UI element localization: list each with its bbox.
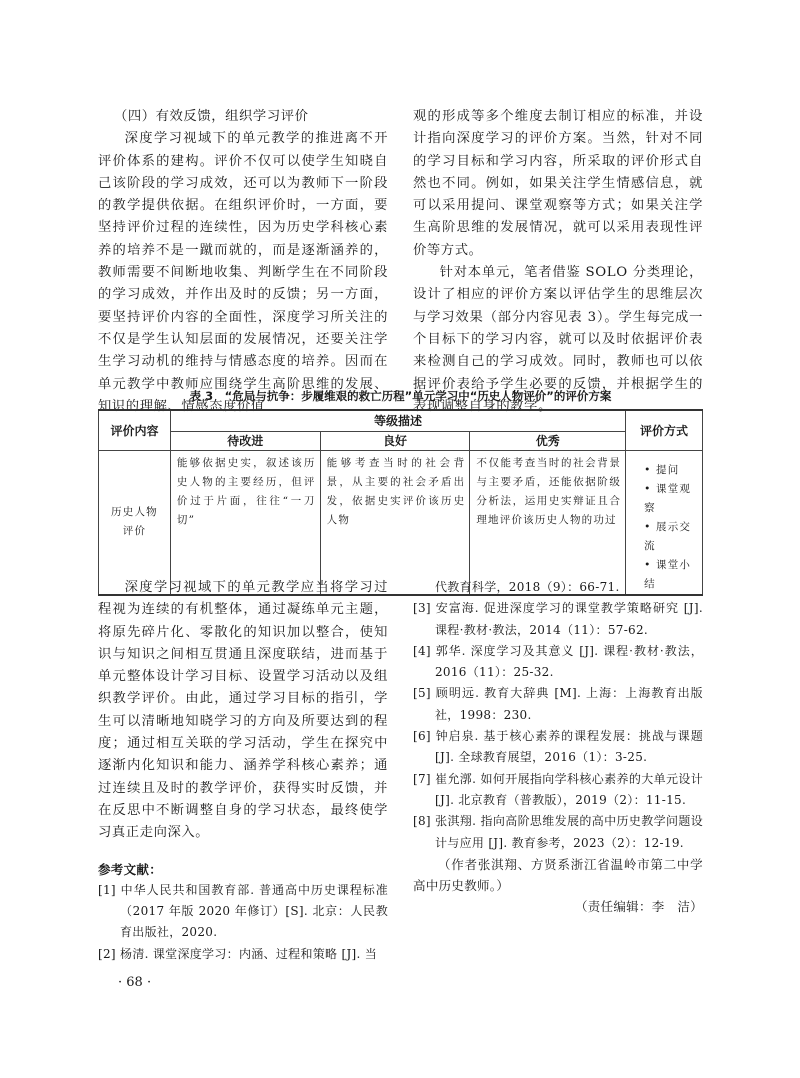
right-column-top <box>413 106 703 418</box>
table-cell: 能够考查当时的社会背景，从主要的社会矛盾出发，依据史实评价该历史人物 <box>320 450 470 595</box>
list-item: • 课堂观察 <box>644 480 702 518</box>
reference-item: [2] 杨清. 课堂深度学习：内涵、过程和策略 [J]. 当 <box>98 946 378 961</box>
method-cell <box>626 450 703 595</box>
author-note: （作者张淇翔、方贤系浙江省温岭市第二中学高中历史教师。） <box>413 856 703 893</box>
right-column-bottom <box>413 577 703 917</box>
header-level-1: 待改进 <box>170 431 320 450</box>
reference-item: 代教育科学，2018（9）：66-71. <box>435 580 620 594</box>
list-item: • 展示交流 <box>644 518 702 556</box>
reference-item: [7] 崔允漷. 如何开展指向学科核心素养的大单元设计 [J]. 北京教育（普教版），2019（2）：11-15. <box>413 771 703 807</box>
paragraph: 观的形成等多个维度去制订相应的标准，并设计指向深度学习的评价方案。当然，针对不同的学习目标和学习内容，所采取的评价形式自然也不同。例如，如果关注学生情感信息，就可以采用提问、课堂观察等方式；如果关注学生高阶思维的发展情况，就可以采用表现性评价等方式。 <box>413 109 703 258</box>
header-method: 评价方式 <box>626 410 703 450</box>
reference-item: [6] 钟启泉. 基于核心素养的课程发展：挑战与课题 [J]. 全球教育展望，2016（1）：3-25. <box>413 729 703 765</box>
reference-item: [3] 安富海. 促进深度学习的课堂教学策略研究 [J]. 课程·教材·教法，2014（11）：57-62. <box>413 601 703 637</box>
left-column-bottom <box>98 577 388 965</box>
table-cell: 不仅能考查当时的社会背景与主要矛盾，还能依据阶级分析法，运用史实辩证且合理地评价该历史人物的功过 <box>470 450 626 595</box>
paragraph: 深度学习视域下的单元教学应当将学习过程视为连续的有机整体，通过凝练单元主题，将原先碎片化、零散化的知识加以整合，使知识与知识之间相互贯通且深度联结，进而基于单元整体设计学习目标、设置学习活动以及组织教学评价。由此，通过学习目标的指引，学生可以清晰地知晓学习的方向及所要达到的程度；通过相互关联的学习活动，学生在探究中逐渐内化知识和能力、涵养学科核心素养；通过连续且及时的教学评价，获得实时反馈，并在反思中不断调整自身的学习状态，最终使学习真正走向深入。 <box>98 580 388 841</box>
header-content: 评价内容 <box>99 410 171 450</box>
editor-note: （责任编辑：李 洁） <box>574 898 703 914</box>
header-level-2: 良好 <box>320 431 470 450</box>
list-item: • 课堂小结 <box>644 556 702 594</box>
reference-item: [8] 张淇翔. 指向高阶思维发展的高中历史教学问题设计与应用 [J]. 教育参考，2023（2）：12-19. <box>413 814 703 850</box>
table-caption: 表 3 “危局与抗争：步履维艰的救亡历程”单元学习中“历史人物评价”的评价方案 <box>189 389 612 403</box>
reference-item: [5] 顾明远. 教育大辞典 [M]. 上海：上海教育出版社，1998：230. <box>413 686 703 722</box>
header-levels: 等级描述 <box>170 410 625 431</box>
row-label: 历史人物评价 <box>99 450 171 595</box>
reference-item: [4] 郭华. 深度学习及其意义 [J]. 课程·教材·教法，2016（11）：25-32. <box>413 643 703 680</box>
section-heading: （四）有效反馈，组织学习评价 <box>113 109 309 124</box>
paragraph: 深度学习视域下的单元教学的推进离不开评价体系的建构。评价不仅可以使学生知晓自己该阶段的学习成效，还可以为教师下一阶段的教学提供依据。在组织评价时，一方面，要坚持评价过程的连续性，因为历史学科核心素养的培养不是一蹴而就的，而是逐渐涵养的，教师需要不间断地收集、判断学生在不同阶段的学习成效，并作出及时的反馈；另一方面，要坚持评价内容的全面性，深度学习所关注的不仅是学生认知层面的发展情况，还要关注学生学习动机的维持与情感态度的培养。因而在单元教学中教师应围绕学生高阶思维的发展、知识的理解、情感态度价值 <box>98 131 388 414</box>
page-number: · 68 · <box>118 975 152 990</box>
evaluation-table <box>98 409 703 596</box>
left-column-top <box>98 106 388 418</box>
method-list <box>626 451 702 594</box>
references-title: 参考文献： <box>98 861 163 877</box>
references <box>98 859 388 965</box>
table-cell: 能够依据史实，叙述该历史人物的主要经历，但评价过于片面，往往“一刀切” <box>170 450 320 595</box>
paragraph: 针对本单元，笔者借鉴 SOLO 分类理论，设计了相应的评价方案以评估学生的思维层次与学习效果（部分内容见表 3）。学生每完成一个目标下的学习内容，就可以及时依据评价表来检测自己的学习成效。同时，教师也可以依据评价表给予学生必要的反馈，并根据学生的表现调整自身的教学。 <box>413 265 703 414</box>
header-level-3: 优秀 <box>470 431 626 450</box>
list-item: • 提问 <box>644 461 702 480</box>
reference-item: [1] 中华人民共和国教育部. 普通高中历史课程标准（2017 年版 2020 年修订）[S]. 北京：人民教育出版社，2020. <box>98 882 388 940</box>
